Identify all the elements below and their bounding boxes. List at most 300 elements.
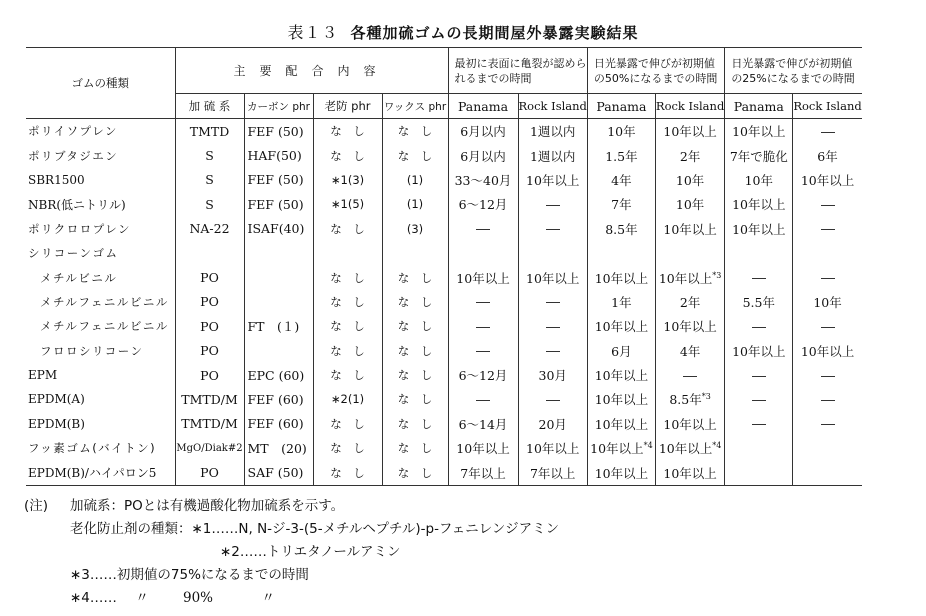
cell-value: な し [397,124,433,139]
cell-e50-rock-island [655,339,724,363]
cell-value: ISAF(40) [247,221,305,237]
table-row [26,314,862,338]
cell-crack-panama [448,460,518,485]
cell-value: な し [330,465,365,480]
cell-value: FEF (50) [247,196,304,212]
table-title [0,20,926,43]
cell-e50-panama [587,363,655,387]
cell-e25-rock-island [793,290,862,314]
cell-value: PO [200,270,219,286]
cell-value: 7年以上 [460,465,506,481]
cell-e25-panama [725,436,793,460]
rubber-name: SBR1500 [28,172,85,187]
note-prefix: (注) [24,498,49,514]
cell-e50-panama [587,119,655,144]
cell-value: 6月以内 [460,148,506,164]
cell-antioxidant [313,217,382,241]
cell-value: な し [397,465,433,480]
cell-value: な し [397,368,433,383]
cell-value: 10年以上 [663,124,717,140]
cell-e25-panama [725,192,793,216]
cell-value: FEF (50) [247,123,304,139]
cell-crack-rock-island [518,436,587,460]
cell-value: な し [330,270,365,285]
cell-value: 10年以上 [594,270,649,286]
cell-value: 10年以上 [732,124,786,140]
cell-value: 10年以上 [663,319,717,335]
subheader-crack-rock-island: Rock Island [518,94,587,119]
note-ditto-1: 〃 [135,590,149,606]
dash-mark [476,351,490,352]
cell-antioxidant [313,143,382,167]
rubber-name: EPDM(B) [28,416,85,431]
header-elong50-group: 日光暴露で伸びが初期値の50%になるまでの時間 [587,48,724,94]
rubber-name: メチルビニル [40,270,118,285]
table-row [26,265,862,289]
cell-carbon [244,119,313,144]
cell-value: 6～14月 [458,416,508,432]
header-rubber-type: ゴムの種類 [26,48,175,119]
cell-value: な し [397,416,433,431]
cell-value: FEF (60) [247,391,304,407]
rubber-name: EPM [28,368,58,383]
cell-value: 10年 [744,172,774,188]
subheader-antioxidant: 老防 phr [313,94,382,119]
table-body [26,119,862,486]
cell-e50-rock-island [655,387,724,411]
cell-carbon [244,314,313,338]
cell-crack-panama [448,119,518,144]
cell-value: PO [200,318,219,334]
cell-value: 10年以上 [456,441,510,457]
cell-crack-rock-island [518,339,587,363]
cell-antioxidant [313,363,382,387]
cell-antioxidant [313,192,382,216]
cell-value: な し [397,270,433,285]
cell-value: な し [330,124,365,139]
cell-e25-panama [725,265,793,289]
cell-value: PO [200,465,219,481]
cell-value: ∗1(5) [330,197,365,212]
cell-crack-panama [448,436,518,460]
cell-cure-system [175,119,244,144]
rubber-name: NBR(低ニトリル) [28,197,126,212]
cell-e25-panama [725,119,793,144]
cell-e50-panama [587,290,655,314]
cell-crack-panama [448,241,518,265]
cell-e25-rock-island [793,168,862,192]
cell-carbon [244,339,313,363]
cell-value: ∗1(3) [330,172,365,187]
cell-crack-panama [448,339,518,363]
cell-value: PO [200,367,219,383]
cell-value: 6月以内 [460,124,506,140]
cell-e25-rock-island [793,339,862,363]
dash-mark [546,400,560,401]
cell-value: 7年 [611,197,632,213]
cell-value: 7年で脆化 [729,148,788,164]
cell-value: 6月 [611,343,632,359]
table-row [26,143,862,167]
cell-crack-panama [448,168,518,192]
table-row [26,412,862,436]
cell-e25-rock-island [793,192,862,216]
cell-value: 10年 [607,124,636,140]
cell-value: 10年以上 [526,270,580,286]
cell-value: な し [397,319,433,334]
cell-value: 2年 [679,294,701,310]
cell-crack-rock-island [518,363,587,387]
cell-antioxidant [313,168,382,192]
cell-value: TMTD [189,123,230,139]
cell-e50-rock-island [655,314,724,338]
cell-value: 10年 [675,197,705,213]
header-crack-group: 最初に表面に亀裂が認められるまでの時間 [448,48,587,94]
cell-e50-panama [587,436,655,460]
subheader-e50-rock-island: Rock Island [655,94,724,119]
dash-mark [821,205,835,206]
cell-value: PO [200,343,219,359]
cell-e50-rock-island [655,217,724,241]
results-table [26,47,862,486]
cell-value: 20月 [538,416,567,432]
subheader-crack-panama: Panama [448,94,518,119]
cell-value: ∗2(1) [330,392,365,407]
cell-e25-rock-island [793,387,862,411]
cell-value: 6～12月 [458,197,508,213]
cell-wax [382,143,448,167]
cell-value: 10年以上 [456,270,510,286]
table-row [26,339,862,363]
cell-value: 10年以上 [732,343,786,359]
header-compound-group: 主要配合内容 [175,48,448,94]
cell-crack-panama [448,217,518,241]
cell-value: な し [330,148,365,163]
dash-mark [546,302,560,303]
note-asterisk-4: ∗4…… [70,590,117,606]
cell-e50-rock-island [655,460,724,485]
cell-value: 33～40月 [454,172,512,188]
cell-carbon [244,265,313,289]
rubber-name: シリコーンゴム [28,246,119,261]
rubber-name: ポリイソプレン [28,124,118,139]
cell-cure-system [175,241,244,265]
cell-value: な し [397,294,433,309]
dash-mark [752,278,766,279]
cell-value: 8.5年 [669,392,702,408]
dash-mark [752,424,766,425]
cell-carbon [244,436,313,460]
table-row [26,192,862,216]
cell-value: 1週以内 [529,148,576,164]
cell-value: 10年以上 [590,441,644,457]
subheader-e50-panama: Panama [587,94,655,119]
cell-value: 10年以上 [526,441,580,457]
cell-cure-system [175,217,244,241]
cell-antioxidant [313,412,382,436]
cell-value: 10年以上 [594,416,649,432]
cell-value: な し [330,294,365,309]
dash-mark [476,229,490,230]
cell-e50-rock-island [655,412,724,436]
cell-value: 4年 [611,172,632,188]
note-antioxidant-label: 老化防止剤の種類： [70,521,192,537]
cell-e50-panama [587,412,655,436]
cell-e25-panama [725,363,793,387]
cell-value: な し [397,392,433,407]
cell-crack-panama [448,290,518,314]
cell-e50-rock-island [655,290,724,314]
cell-crack-panama [448,192,518,216]
cell-cure-system [175,412,244,436]
cell-value: 10年 [813,294,842,310]
cell-crack-rock-island [518,290,587,314]
cell-e25-rock-island [793,241,862,265]
cell-e50-rock-island [655,192,724,216]
cell-cure-system [175,363,244,387]
subheader-wax: ワックス phr [382,94,448,119]
rubber-name: メチルフェニルビニル [40,319,169,334]
cell-wax [382,119,448,144]
rubber-name: フロロシリコーン [40,343,144,358]
cell-e50-panama [587,217,655,241]
cell-value: 10年以上 [594,319,649,335]
cell-antioxidant [313,314,382,338]
cell-value: TMTD/M [181,416,238,432]
note-line-2 [24,518,559,541]
cell-e25-panama [725,314,793,338]
cell-value: NA-22 [189,221,230,237]
note-line-4 [24,564,559,587]
cell-value: な し [397,148,433,163]
dash-mark [821,327,835,328]
cell-crack-rock-island [518,168,587,192]
rubber-name: ポリクロロプレン [28,221,132,236]
header-elong25-group: 日光暴露で伸びが初期値の25%になるまでの時間 [725,48,862,94]
footnote-marker: *3 [712,270,722,280]
cell-value: 30月 [538,368,567,384]
cell-value: 10年以上 [526,172,580,188]
cell-value: 10年以上 [594,368,649,384]
cell-antioxidant [313,436,382,460]
dash-mark [476,302,490,303]
cell-wax [382,363,448,387]
cell-crack-rock-island [518,387,587,411]
cell-e25-panama [725,290,793,314]
cell-crack-rock-island [518,192,587,216]
cell-antioxidant [313,119,382,144]
cell-value: 10年以上 [800,172,855,188]
note-antioxidant-2: ∗2……トリエタノールアミン [220,544,401,560]
cell-value: 10年以上 [594,392,649,408]
rubber-name: メチルフェニルビニル [40,294,169,309]
cell-e50-panama [587,460,655,485]
cell-e25-rock-island [793,265,862,289]
cell-value: EPC (60) [247,367,305,383]
cell-wax [382,217,448,241]
cell-e25-panama [725,143,793,167]
cell-e50-panama [587,339,655,363]
cell-value: な し [330,343,365,358]
dash-mark [752,400,766,401]
cell-cure-system [175,265,244,289]
cell-carbon [244,387,313,411]
cell-e50-rock-island [655,143,724,167]
dash-mark [683,376,697,377]
cell-value: 10年以上 [594,465,649,481]
cell-e25-panama [725,241,793,265]
cell-cure-system [175,192,244,216]
cell-value: 7年以上 [529,465,576,481]
cell-e50-panama [587,192,655,216]
cell-crack-rock-island [518,412,587,436]
table-row [26,241,862,265]
cell-cure-system [175,290,244,314]
cell-carbon [244,460,313,485]
cell-carbon [244,217,313,241]
cell-e50-rock-island [655,241,724,265]
subheader-e25-rock-island: Rock Island [793,94,862,119]
subheader-e25-panama: Panama [725,94,793,119]
cell-cure-system [175,143,244,167]
dash-mark [821,376,835,377]
dash-mark [546,351,560,352]
cell-value: 10年以上 [800,343,855,359]
cell-value: 5.5年 [742,294,775,310]
cell-value: 10年以上 [732,221,786,237]
cell-value: S [205,196,214,212]
footnote-marker: *4 [643,441,653,451]
cell-e50-rock-island [655,363,724,387]
cell-e50-panama [587,168,655,192]
cell-carbon [244,143,313,167]
cell-e25-rock-island [793,119,862,144]
cell-carbon [244,290,313,314]
cell-carbon [244,363,313,387]
table-row [26,217,862,241]
dash-mark [821,132,835,133]
footnote-marker: *4 [712,441,722,451]
dash-mark [752,376,766,377]
cell-e25-rock-island [793,363,862,387]
cell-crack-panama [448,314,518,338]
cell-e25-panama [725,217,793,241]
cell-e50-rock-island [655,168,724,192]
cell-crack-rock-island [518,241,587,265]
cell-e25-panama [725,412,793,436]
cell-e25-rock-island [793,143,862,167]
rubber-name: EPDM(B)/ハイパロン5 [26,460,175,485]
subheader-carbon: カーボン phr [244,94,313,119]
cell-e50-panama [587,143,655,167]
cell-e50-panama [587,241,655,265]
table-row [26,290,862,314]
cell-value: な し [330,416,365,431]
cell-crack-panama [448,412,518,436]
dash-mark [821,229,835,230]
cell-value: な し [330,368,365,383]
cell-e25-panama [725,339,793,363]
cell-wax [382,192,448,216]
cell-e50-panama [587,387,655,411]
table-row [26,119,862,144]
note-cure-system: 加硫系：POとは有機過酸化物加硫系を示す。 [70,498,345,514]
cell-value: 6～12月 [458,368,508,384]
dash-mark [821,400,835,401]
dash-mark [752,327,766,328]
cell-value: 10年 [675,172,705,188]
cell-crack-rock-island [518,314,587,338]
cell-antioxidant [313,241,382,265]
cell-e50-rock-island [655,265,724,289]
cell-value: 1週以内 [529,124,576,140]
table-row [26,460,862,485]
dash-mark [821,278,835,279]
cell-value: 10年以上 [663,221,717,237]
cell-cure-system [175,436,244,460]
note-line-5 [24,587,559,610]
cell-value: S [205,172,214,188]
cell-e25-rock-island [793,412,862,436]
subheader-cure: 加 硫 系 [175,94,244,119]
cell-value: 6年 [817,148,838,164]
table-row [26,436,862,460]
cell-value: 1年 [611,294,632,310]
note-antioxidant-1: ∗1……N, N-ジ-3-(5-メチルヘプチル)-p-フェニレンジアミン [191,521,560,537]
cell-crack-rock-island [518,143,587,167]
cell-e25-rock-island [793,314,862,338]
cell-antioxidant [313,387,382,411]
cell-value: PO [200,294,219,310]
footnote-marker: *3 [701,392,711,402]
dash-mark [546,229,560,230]
cell-value: な し [397,343,433,358]
dash-mark [546,205,560,206]
cell-crack-panama [448,363,518,387]
dash-mark [546,327,560,328]
cell-cure-system [175,168,244,192]
cell-crack-panama [448,387,518,411]
cell-wax [382,314,448,338]
cell-e50-panama [587,314,655,338]
cell-crack-rock-island [518,119,587,144]
cell-value: HAF(50) [247,148,302,164]
cell-value: 4年 [679,343,701,359]
cell-crack-rock-island [518,217,587,241]
rubber-name: ポリブタジエン [28,148,119,163]
cell-value: 10年以上 [663,465,717,481]
table-row [26,168,862,192]
cell-value: (1) [406,172,424,187]
cell-e25-panama [725,460,793,485]
cell-value: TMTD/M [181,391,238,407]
cell-value: (1) [406,197,424,212]
cell-antioxidant [313,265,382,289]
cell-value: 10年以上 [663,416,717,432]
cell-wax [382,412,448,436]
cell-value: な し [330,221,365,236]
note-percent: 90% [183,590,214,606]
cell-wax [382,241,448,265]
cell-value: S [205,148,214,164]
cell-value: MT (20) [247,441,307,457]
cell-cure-system [175,387,244,411]
cell-e50-rock-island [655,119,724,144]
cell-wax [382,460,448,485]
cell-value: 1.5年 [605,148,638,164]
cell-crack-panama [448,143,518,167]
cell-e50-panama [587,265,655,289]
